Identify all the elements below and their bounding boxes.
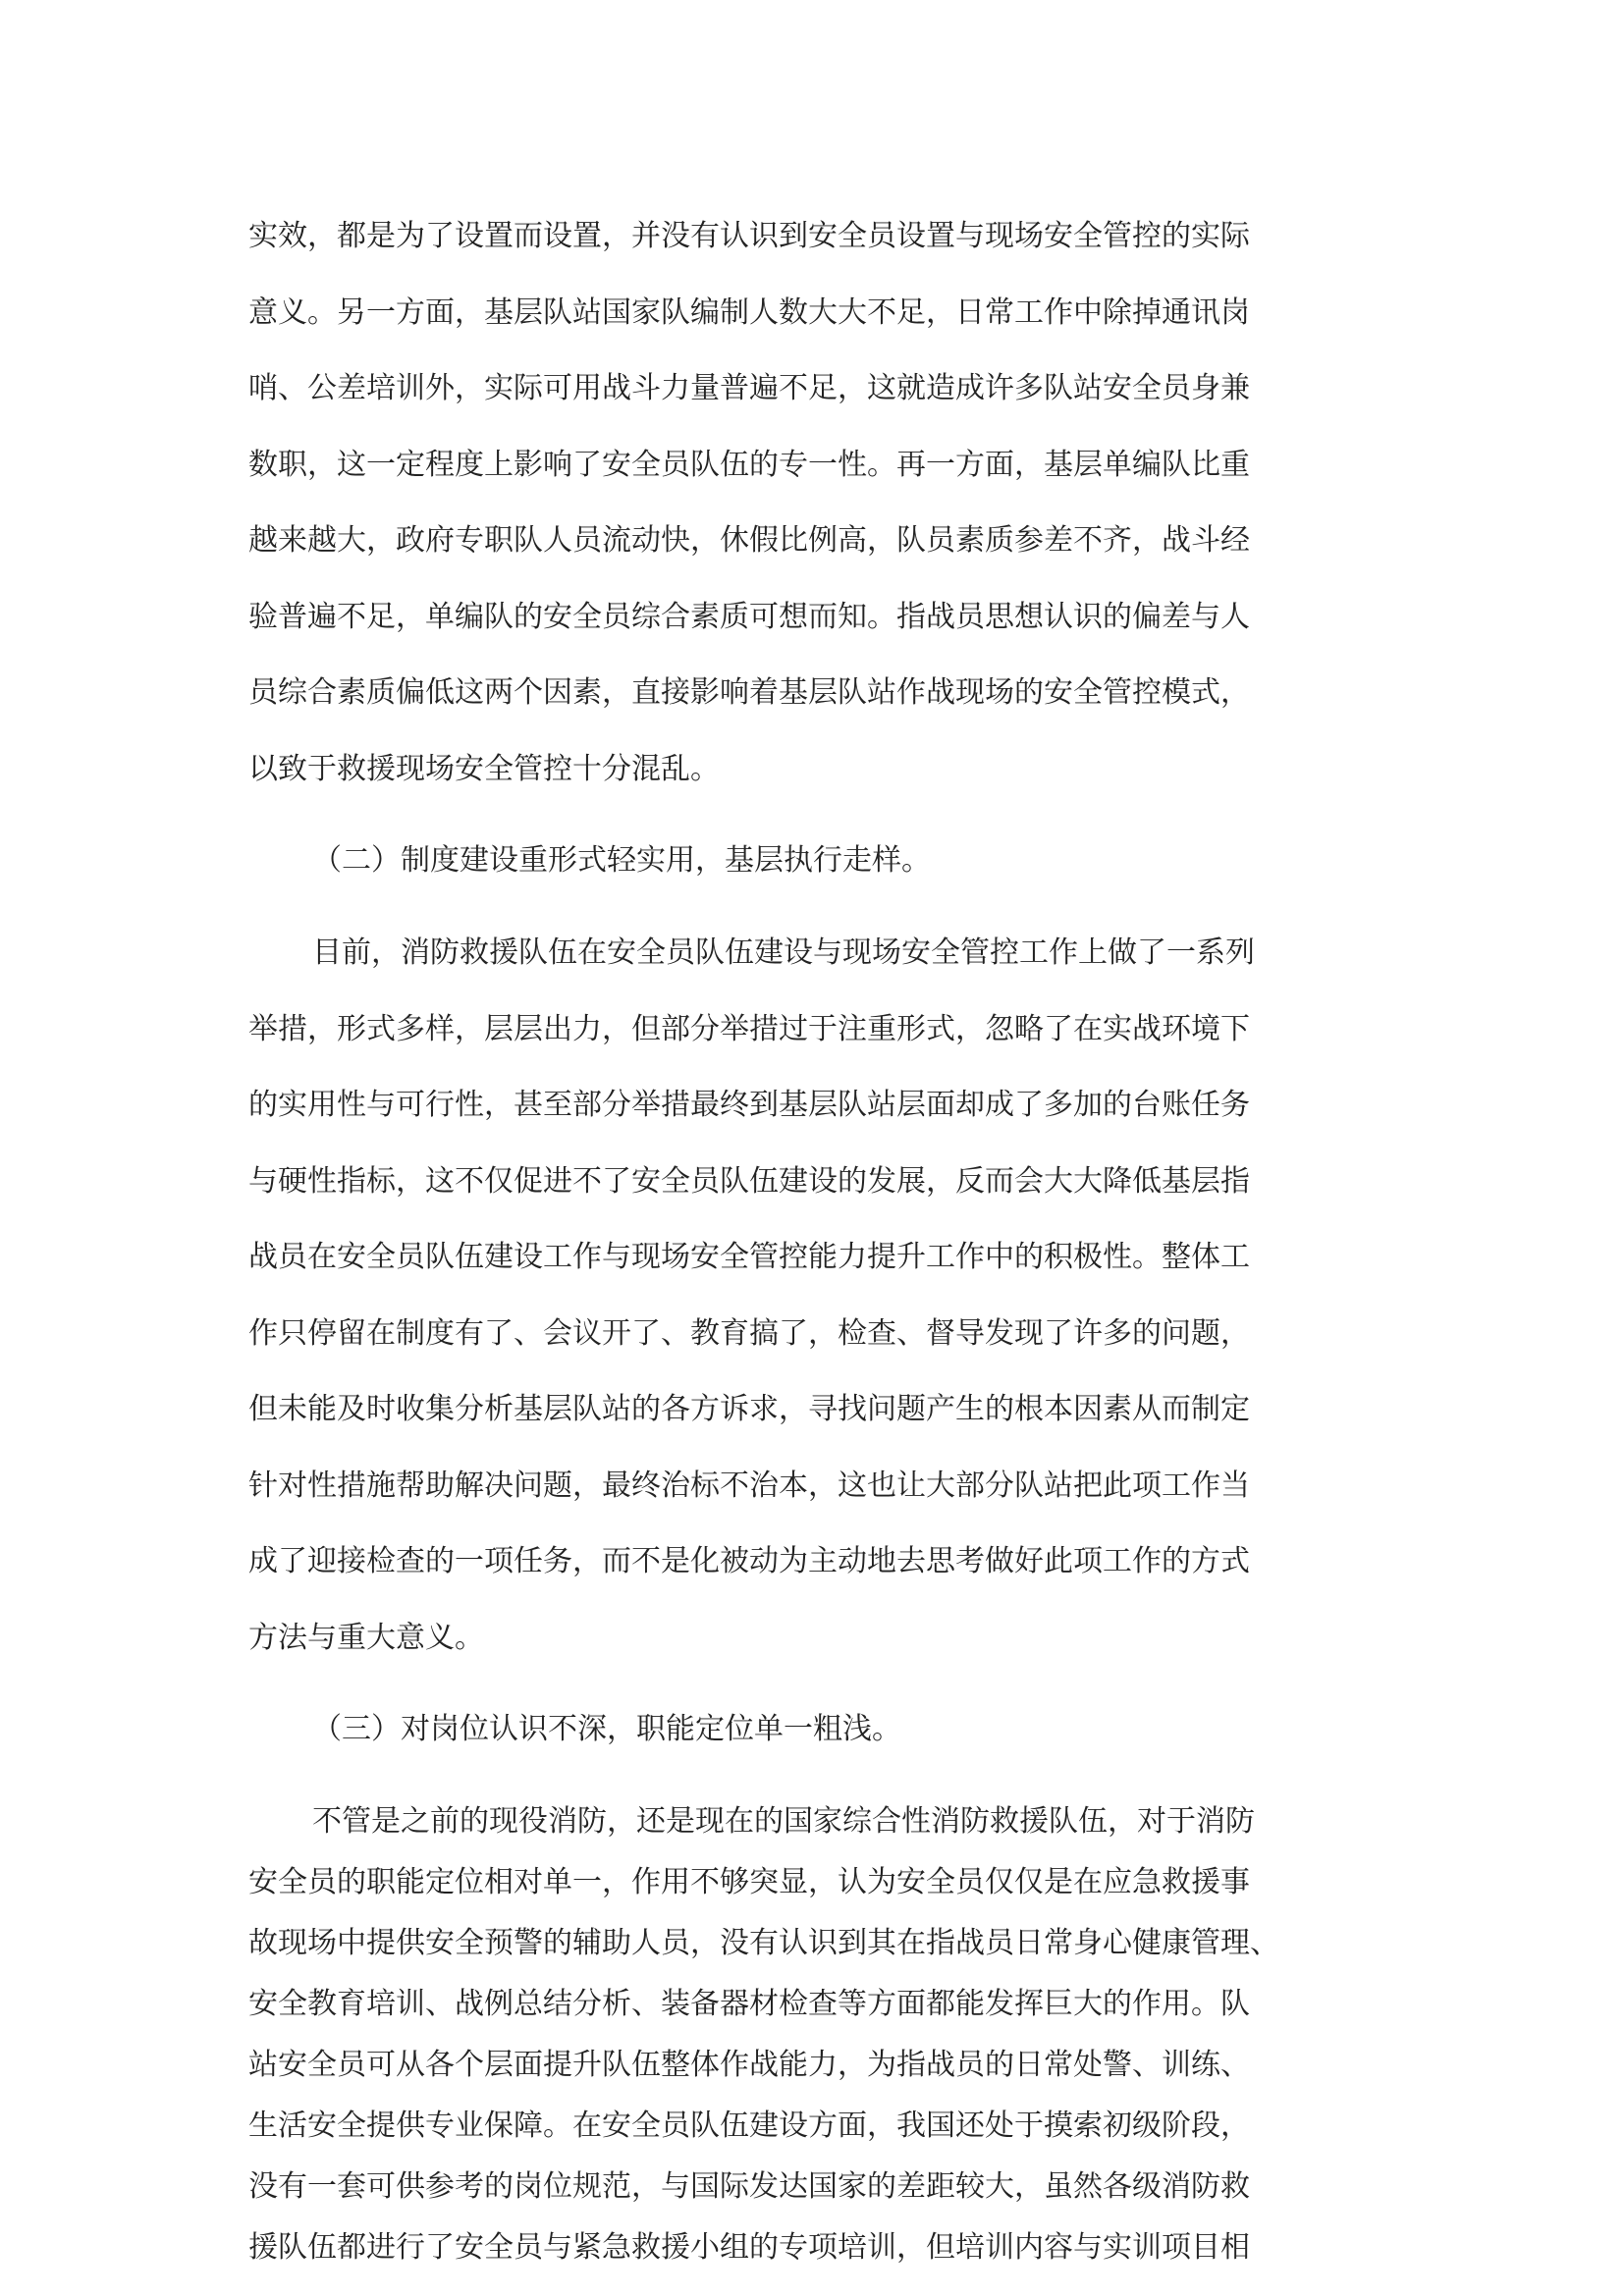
- paragraph-2-line: 作只停留在制度有了、会议开了、教育搞了，检查、督导发现了许多的问题，: [248, 1316, 1250, 1351]
- section-heading-2: （二）制度建设重形式轻实用，基层执行走样。: [312, 843, 931, 878]
- section-heading-3: （三）对岗位认识不深，职能定位单一粗浅。: [312, 1712, 901, 1746]
- paragraph-3-line: 安全员的职能定位相对单一，作用不够突显，认为安全员仅仅是在应急救援事: [248, 1865, 1250, 1899]
- paragraph-2-line: 与硬性指标，这不仅促进不了安全员队伍建设的发展，反而会大大降低基层指: [248, 1164, 1250, 1199]
- paragraph-2-line: 目前，消防救援队伍在安全员队伍建设与现场安全管控工作上做了一系列: [312, 935, 1255, 970]
- paragraph-1-line: 数职，这一定程度上影响了安全员队伍的专一性。再一方面，基层单编队比重: [248, 448, 1250, 482]
- paragraph-2-line: 方法与重大意义。: [248, 1621, 484, 1655]
- paragraph-2-line: 但未能及时收集分析基层队站的各方诉求，寻找问题产生的根本因素从而制定: [248, 1392, 1250, 1426]
- paragraph-1-line: 哨、公差培训外，实际可用战斗力量普遍不足，这就造成许多队站安全员身兼: [248, 371, 1250, 405]
- paragraph-1-line: 以致于救援现场安全管控十分混乱。: [248, 752, 720, 786]
- paragraph-2-line: 成了迎接检查的一项任务，而不是化被动为主动地去思考做好此项工作的方式: [248, 1544, 1250, 1578]
- paragraph-1-line: 意义。另一方面，基层队站国家队编制人数大大不足，日常工作中除掉通讯岗: [248, 295, 1250, 330]
- paragraph-1-line: 员综合素质偏低这两个因素，直接影响着基层队站作战现场的安全管控模式，: [248, 675, 1250, 710]
- paragraph-1-line: 验普遍不足，单编队的安全员综合素质可想而知。指战员思想认识的偏差与人: [248, 600, 1250, 634]
- paragraph-3-line: 生活安全提供专业保障。在安全员队伍建设方面，我国还处于摸索初级阶段，: [248, 2109, 1250, 2143]
- paragraph-1-line: 越来越大，政府专职队人员流动快，休假比例高，队员素质参差不齐，战斗经: [248, 523, 1250, 558]
- paragraph-2-line: 举措，形式多样，层层出力，但部分举措过于注重形式，忽略了在实战环境下: [248, 1012, 1250, 1046]
- paragraph-3-line: 没有一套可供参考的岗位规范，与国际发达国家的差距较大，虽然各级消防救: [248, 2169, 1250, 2204]
- paragraph-2-line: 的实用性与可行性，甚至部分举措最终到基层队站层面却成了多加的台账任务: [248, 1088, 1250, 1122]
- paragraph-3-line: 援队伍都进行了安全员与紧急救援小组的专项培训，但培训内容与实训项目相: [248, 2230, 1250, 2265]
- paragraph-2-line: 针对性措施帮助解决问题，最终治标不治本，这也让大部分队站把此项工作当: [248, 1468, 1250, 1503]
- paragraph-1-line: 实效，都是为了设置而设置，并没有认识到安全员设置与现场安全管控的实际: [248, 219, 1250, 253]
- paragraph-3-line: 站安全员可从各个层面提升队伍整体作战能力，为指战员的日常处警、训练、: [248, 2048, 1250, 2082]
- paragraph-2-line: 战员在安全员队伍建设工作与现场安全管控能力提升工作中的积极性。整体工: [248, 1240, 1250, 1274]
- paragraph-3-line: 不管是之前的现役消防，还是现在的国家综合性消防救援队伍，对于消防: [312, 1804, 1255, 1839]
- paragraph-3-line: 故现场中提供安全预警的辅助人员，没有认识到其在指战员日常身心健康管理、: [248, 1926, 1279, 1960]
- paragraph-3-line: 安全教育培训、战例总结分析、装备器材检查等方面都能发挥巨大的作用。队: [248, 1987, 1250, 2021]
